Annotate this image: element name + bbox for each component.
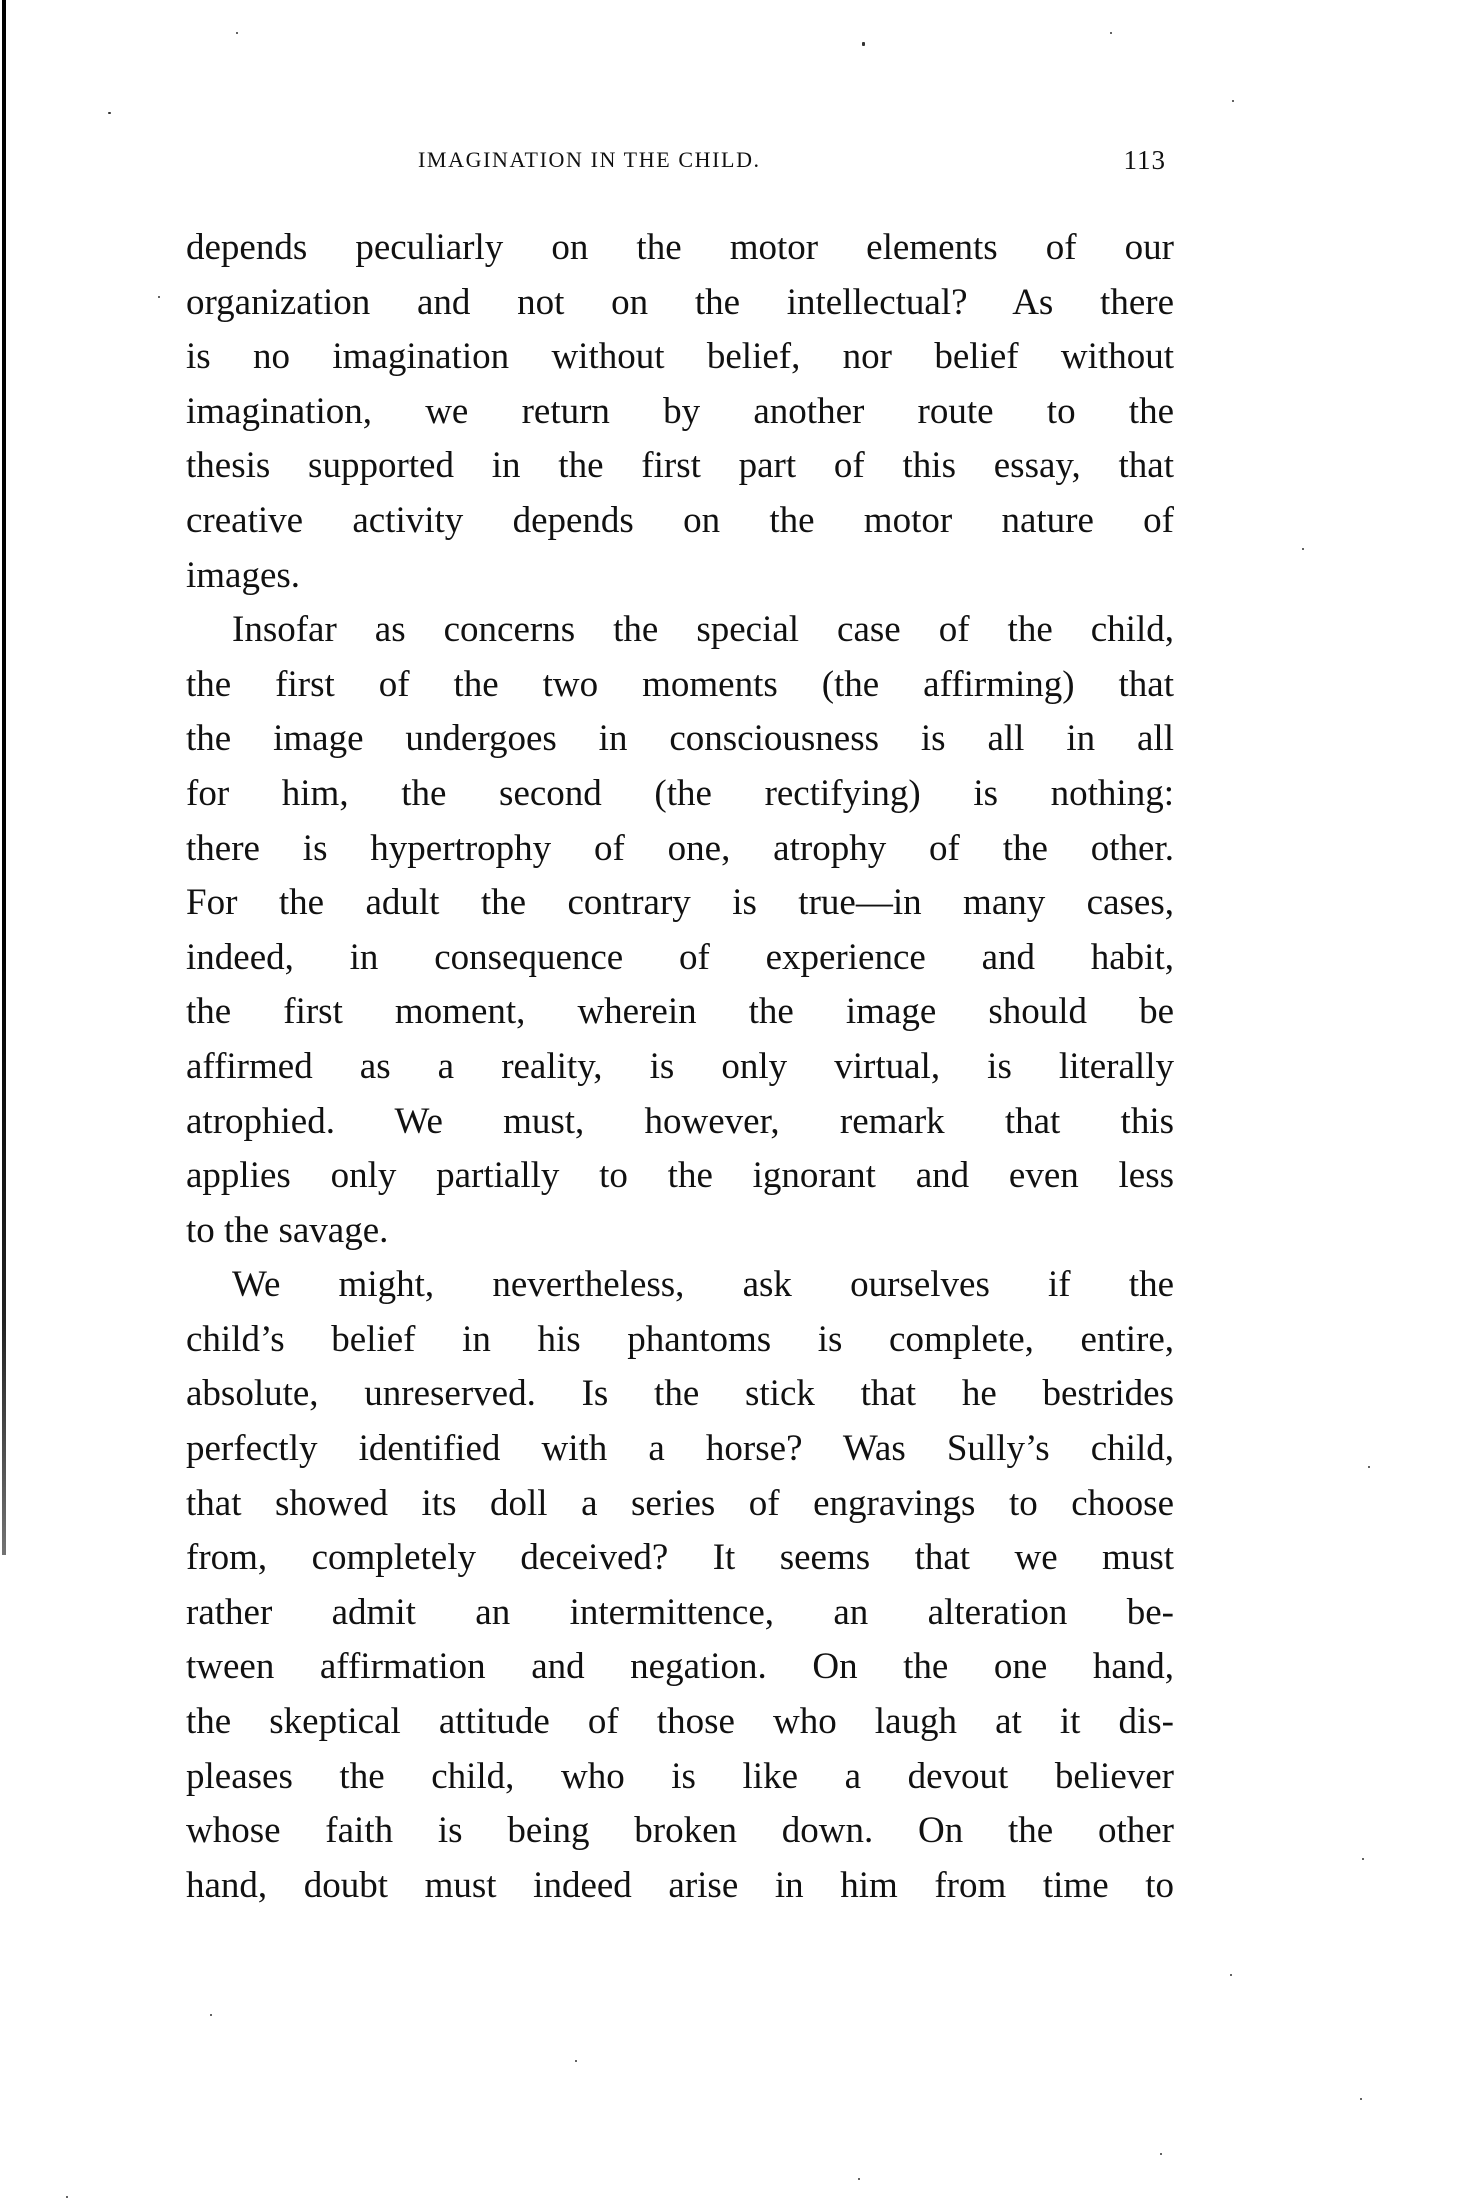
text-line: absolute, unreserved. Is the stick that he bestrides xyxy=(186,1373,1174,1415)
text-line: imagination, we return by another route to the xyxy=(186,390,1174,432)
scan-speck xyxy=(575,2060,577,2062)
scan-speck xyxy=(858,2178,860,2180)
scan-speck xyxy=(1160,2153,1162,2155)
scan-speck xyxy=(210,2014,212,2016)
text-line: perfectly identified with a horse? Was Sully’s child, xyxy=(186,1428,1174,1470)
paragraphs xyxy=(186,221,1174,1913)
scan-speck xyxy=(66,2196,68,2198)
text-line: there is hypertrophy of one, atrophy of the other. xyxy=(186,827,1174,869)
text-line: Insofar as concerns the special case of the child, xyxy=(232,609,1174,651)
scan-speck xyxy=(1232,100,1234,102)
text-line: affirmed as a reality, is only virtual, is literally xyxy=(186,1045,1174,1087)
text-line: applies only partially to the ignorant and even less xyxy=(186,1155,1174,1197)
text-line: that showed its doll a series of engravings to choose xyxy=(186,1482,1174,1524)
text-line: whose faith is being broken down. On the other xyxy=(186,1810,1174,1852)
paragraph xyxy=(186,221,1174,603)
text-line: to the savage. xyxy=(186,1209,389,1251)
text-line: thesis supported in the first part of this essay, that xyxy=(186,445,1174,487)
text-line: rather admit an intermittence, an alteration be- xyxy=(186,1591,1174,1633)
paragraph xyxy=(186,603,1174,1258)
scan-speck xyxy=(1302,548,1304,550)
running-head xyxy=(186,144,1172,176)
text-line: hand, doubt must indeed arise in him from time to xyxy=(186,1864,1174,1906)
text-line: tween affirmation and negation. On the one hand, xyxy=(186,1646,1174,1688)
text-line: is no imagination without belief, nor belief without xyxy=(186,336,1174,378)
scan-speck xyxy=(236,32,238,34)
text-line: images. xyxy=(186,554,301,596)
text-line: the skeptical attitude of those who laugh at it dis- xyxy=(186,1701,1174,1743)
text-line: For the adult the contrary is true—in many cases, xyxy=(186,882,1174,924)
text-line: atrophied. We must, however, remark that this xyxy=(186,1100,1174,1142)
text-line: creative activity depends on the motor nature of xyxy=(186,499,1174,541)
text-line: child’s belief in his phantoms is complete, entire, xyxy=(186,1318,1174,1360)
scan-speck xyxy=(862,42,865,46)
page-number: 113 xyxy=(1123,145,1166,175)
scan-speck xyxy=(158,296,160,298)
scan-speck xyxy=(1230,1974,1232,1976)
text-line: the image undergoes in consciousness is all in all xyxy=(186,718,1174,760)
scan-speck xyxy=(1368,1466,1370,1468)
text-line: organization and not on the intellectual? As there xyxy=(186,281,1174,323)
scan-speck xyxy=(1362,1858,1364,1860)
scan-speck xyxy=(1360,2098,1362,2100)
scan-speck xyxy=(1110,32,1112,34)
body-text xyxy=(186,221,1174,1913)
text-line: We might, nevertheless, ask ourselves if the xyxy=(232,1264,1174,1306)
text-line: indeed, in consequence of experience and habit, xyxy=(186,936,1174,978)
running-title: IMAGINATION IN THE CHILD. xyxy=(418,147,761,172)
text-line: from, completely deceived? It seems that we must xyxy=(186,1537,1174,1579)
text-line: depends peculiarly on the motor elements of our xyxy=(186,227,1174,268)
text-line: the first of the two moments (the affirming) that xyxy=(186,663,1174,705)
paragraph xyxy=(186,1258,1174,1913)
scan-speck xyxy=(108,112,111,114)
text-line: for him, the second (the rectifying) is nothing: xyxy=(186,772,1174,814)
text-line: the first moment, wherein the image should be xyxy=(186,991,1174,1033)
scan-edge-rule xyxy=(2,0,6,1555)
text-line: pleases the child, who is like a devout believer xyxy=(186,1755,1174,1797)
